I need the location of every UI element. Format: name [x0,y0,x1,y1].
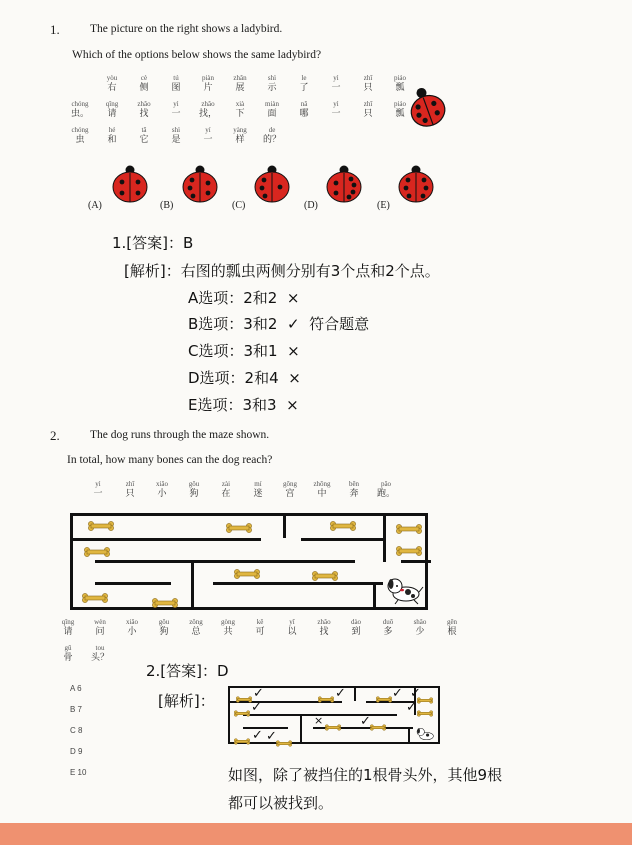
pinyin-cell: qǐng 请 [61,618,75,636]
maze-wall [95,582,171,585]
check-mark: ✓ [253,686,264,701]
choice-c[interactable]: C 8 [70,726,83,735]
pinyin-cell: qǐng 请 [105,100,119,118]
q1-answer: 1.[答案]：B [112,234,194,252]
bone-icon [88,518,114,536]
pinyin-cell: zhōng 中 [313,480,331,498]
pinyin-cell: shǎo 少 [413,618,427,636]
pinyin-cell: pǎo 跑。 [376,480,395,498]
pinyin-cell: mí 迷 [253,480,263,498]
bone-icon [152,595,178,613]
bone-icon [396,521,422,539]
pinyin-cell: piàn 片 [201,74,215,92]
bone-icon [234,704,250,722]
pinyin-cell: zhǎo 找 [317,618,331,636]
q1-analysis: [解析]：右图的瓢虫两侧分别有3个点和2个点。 [124,262,440,280]
bone-icon [312,568,338,586]
pinyin-cell: kě 可 [255,618,265,636]
check-mark: ✓ [252,728,263,743]
cross-mark: × [288,369,301,387]
pinyin-cell: gǒu 狗 [188,480,200,498]
maze-wall [408,727,410,742]
pinyin-cell: le 了 [299,74,309,92]
option-a-label: (A) [88,200,102,211]
pinyin-cell: dào 到 [350,618,362,636]
pinyin-cell: xià 下 [235,100,245,118]
bone-icon [84,544,110,562]
pinyin-cell: gǒu 狗 [158,618,170,636]
bone-icon [234,732,250,750]
bone-icon [82,590,108,608]
bone-icon [318,690,334,708]
pinyin-cell: hé 和 [107,126,117,144]
option-d-label: (D) [304,200,318,211]
pinyin-cell: de 的？ [262,126,281,144]
choice-e[interactable]: E 10 [70,768,87,777]
pinyin-cell: zhǎo 找 [137,100,151,118]
choice-d[interactable]: D 9 [70,747,83,756]
maze-wall [300,714,302,742]
pinyin-cell: yǐ 以 [287,618,297,636]
option-b-ladybird[interactable] [178,165,222,205]
q2-analysis-label: [解析]： [158,692,215,710]
maze-wall [73,538,261,541]
pinyin-cell: shì 示 [267,74,277,92]
pinyin-cell: yì 一 [331,74,341,92]
bone-icon [276,734,292,752]
q1-check-c: C选项：3和1 × [188,342,300,360]
pinyin-cell: yòu 右 [106,74,118,92]
q2-line1: The dog runs through the maze shown. [90,429,270,441]
bone-icon [417,704,433,722]
choice-b[interactable]: B 7 [70,705,83,714]
option-e-label: (E) [377,200,390,211]
pinyin-cell: zhī 只 [125,480,135,498]
q2-answer: 2.[答案]：D [146,662,229,680]
pinyin-cell: gōng 宫 [283,480,297,498]
bone-icon [376,690,392,708]
pinyin-cell: tú 图 [171,74,181,92]
check-mark: ✓ [335,686,346,701]
pinyin-cell: shì 是 [171,126,181,144]
pinyin-cell: chóng 虫。 [70,100,89,118]
option-c-ladybird[interactable] [250,165,294,205]
pinyin-cell: nǎ 哪 [299,100,309,118]
pinyin-cell: tou 头？ [90,644,109,662]
check-mark: ✓ [266,729,277,744]
cross-mark: × [286,289,300,307]
q1-check-a: A选项：2和2 × [188,289,300,307]
option-b-label: (B) [160,200,174,211]
pinyin-cell: cè 侧 [139,74,149,92]
cross-mark: × [286,396,299,414]
pinyin-cell: duō 多 [382,618,394,636]
q2-pinyin-row-2 [52,618,468,637]
pinyin-cell: piáo 瓢 [393,100,407,118]
bone-icon [226,520,252,538]
bone-icon [234,566,260,584]
bone-icon [325,718,341,736]
maze-wall [383,516,386,562]
reference-ladybird-image [404,86,450,130]
choice-a[interactable]: A 6 [70,684,82,693]
q1-line1: The picture on the right shows a ladybird. [90,23,283,35]
pinyin-cell: piáo 瓢 [393,74,407,92]
pinyin-cell: tā 它 [139,126,149,144]
pinyin-cell: wèn 问 [94,618,106,636]
maze-wall [354,688,356,701]
q1-check-b: B选项：3和2 ✓ 符合题意 [188,315,370,333]
q2-number: 2. [50,428,60,443]
pinyin-cell: zhǎo 找， [198,100,217,118]
maze-wall [373,582,376,610]
q2-explanation-line2: 都可以被找到。 [228,794,334,812]
pinyin-cell: gēn 根 [446,618,458,636]
q1-pinyin-row-3 [64,126,288,145]
check-mark: ✓ [286,315,300,333]
q1-check-e: E选项：3和3 × [188,396,299,414]
maze-wall [191,560,194,610]
option-d-ladybird[interactable] [322,165,366,205]
option-e-ladybird[interactable] [394,165,438,205]
pinyin-cell: xiǎo 小 [155,480,169,498]
maze-wall [283,516,286,538]
pinyin-cell: yì 一 [93,480,103,498]
q1-pinyin-row-2 [64,100,416,119]
pinyin-cell: yì 一 [171,100,181,118]
pinyin-cell: miàn 面 [265,100,279,118]
pinyin-cell: zhī 只 [363,100,373,118]
q2-pinyin-row-1 [82,480,402,499]
pinyin-cell: gòng 共 [221,618,235,636]
pinyin-cell: xiǎo 小 [125,618,139,636]
pinyin-cell: yì 一 [331,100,341,118]
maze-wall [301,538,383,541]
q1-line2: Which of the options below shows the same ladybird? [72,49,322,61]
pinyin-cell: zhī 只 [363,74,373,92]
bone-icon [330,518,356,536]
cross-mark: × [314,714,324,727]
q1-pinyin-row-1 [96,74,416,93]
option-c-label: (C) [232,200,246,211]
pinyin-cell: zǒng 总 [189,618,203,636]
q1-number: 1. [50,22,60,37]
pinyin-cell: zhǎn 展 [233,74,247,92]
check-mark: ✓ [251,700,262,715]
check-mark: ✓ [406,700,417,715]
option-a-ladybird[interactable] [108,165,152,205]
check-mark: ✓ [410,686,421,701]
q2-line2: In total, how many bones can the dog reach? [67,454,273,466]
pinyin-cell: yàng 样 [233,126,247,144]
bottom-color-band [0,823,632,845]
pinyin-cell: yí 一 [203,126,213,144]
check-mark: ✓ [392,686,403,701]
q2-pinyin-row-3 [52,644,116,663]
maze-wall [95,560,355,563]
pinyin-cell: chóng 虫 [71,126,89,144]
check-mark: ✓ [360,714,371,729]
pinyin-cell: gǔ 骨 [63,644,73,662]
q1-check-d: D选项：2和4 × [188,369,301,387]
pinyin-cell: bēn 奔 [348,480,360,498]
bone-icon [396,543,422,561]
bone-icon [370,718,386,736]
q2-explanation-line1: 如图，除了被挡住的1根骨头外，其他9根 [228,766,503,784]
pinyin-cell: zài 在 [221,480,231,498]
dog-icon [386,575,424,605]
dog-icon [416,726,436,742]
cross-mark: × [287,342,300,360]
